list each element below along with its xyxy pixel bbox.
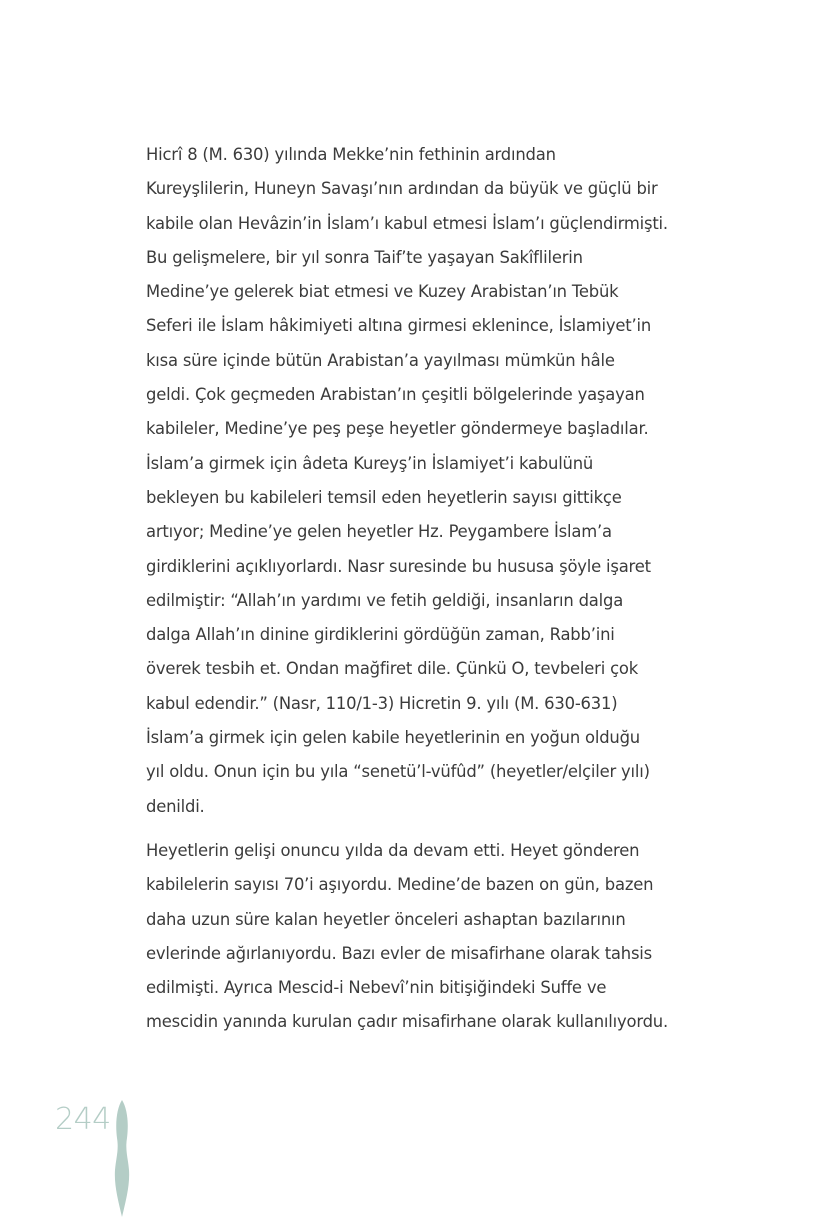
text-line: İslam’a girmek için âdeta Kureyş’in İslamiyet’i kabulünü xyxy=(146,453,594,473)
text-line: edilmiştir: “Allah’ın yardımı ve fetih geldiği, insanların dalga xyxy=(146,590,624,610)
text-line: kısa süre içinde bütün Arabistan’a yayılması mümkün hâle xyxy=(146,350,615,370)
text-line: Kureyşlilerin, Huneyn Savaşı’nın ardından da büyük ve güçlü bir xyxy=(146,179,658,199)
text-line: Medine’ye gelerek biat etmesi ve Kuzey Arabistan’ın Tebük xyxy=(146,282,619,302)
text-line: bekleyen bu kabileleri temsil eden heyetlerin sayısı gittikçe xyxy=(146,487,622,507)
text-line: Bu gelişmelere, bir yıl sonra Taif’te yaşayan Sakîflilerin xyxy=(146,247,583,267)
page-number: 244 xyxy=(55,1102,111,1137)
text-line: evlerinde ağırlanıyordu. Bazı evler de misafirhane olarak tahsis xyxy=(146,943,652,963)
text-line: kabul edendir.” (Nasr, 110/1-3) Hicretin 9. yılı (M. 630-631) xyxy=(146,693,618,713)
body-text xyxy=(146,138,696,1040)
page-ornament-icon xyxy=(112,1100,132,1217)
text-line: kabile olan Hevâzin’in İslam’ı kabul etmesi İslam’ı güçlendirmişti. xyxy=(146,213,668,233)
text-line: denildi. xyxy=(146,796,205,816)
text-line: İslam’a girmek için gelen kabile heyetlerinin en yoğun olduğu xyxy=(146,728,640,748)
text-line: dalga Allah’ın dinine girdiklerini gördüğün zaman, Rabb’ini xyxy=(146,625,615,645)
text-line: Hicrî 8 (M. 630) yılında Mekke’nin fethinin ardından xyxy=(146,145,556,164)
text-line: yıl oldu. Onun için bu yıla “senetü’l-vüfûd” (heyetler/elçiler yılı) xyxy=(146,762,650,782)
text-line: kabileler, Medine’ye peş peşe heyetler göndermeye başladılar. xyxy=(146,419,649,439)
text-line: Seferi ile İslam hâkimiyeti altına girmesi eklenince, İslamiyet’in xyxy=(146,316,652,336)
paragraph-2 xyxy=(146,834,696,1040)
text-line: överek tesbih et. Ondan mağfiret dile. Çünkü O, tevbeleri çok xyxy=(146,659,639,679)
text-line: daha uzun süre kalan heyetler önceleri ashaptan bazılarının xyxy=(146,909,626,929)
text-line: girdiklerini açıklıyorlardı. Nasr suresinde bu hususa şöyle işaret xyxy=(146,556,651,576)
text-line: mescidin yanında kurulan çadır misafirhane olarak kullanılıyordu. xyxy=(146,1012,668,1032)
paragraph-spacer xyxy=(146,824,696,834)
text-line: geldi. Çok geçmeden Arabistan’ın çeşitli bölgelerinde yaşayan xyxy=(146,385,645,405)
text-line: edilmişti. Ayrıca Mescid-i Nebevî’nin bitişiğindeki Suffe ve xyxy=(146,978,607,998)
text-line: kabilelerin sayısı 70’i aşıyordu. Medine’de bazen on gün, bazen xyxy=(146,875,654,895)
text-line: Heyetlerin gelişi onuncu yılda da devam etti. Heyet gönderen xyxy=(146,840,640,860)
paragraph-1 xyxy=(146,138,696,824)
text-line: artıyor; Medine’ye gelen heyetler Hz. Peygambere İslam’a xyxy=(146,522,612,542)
